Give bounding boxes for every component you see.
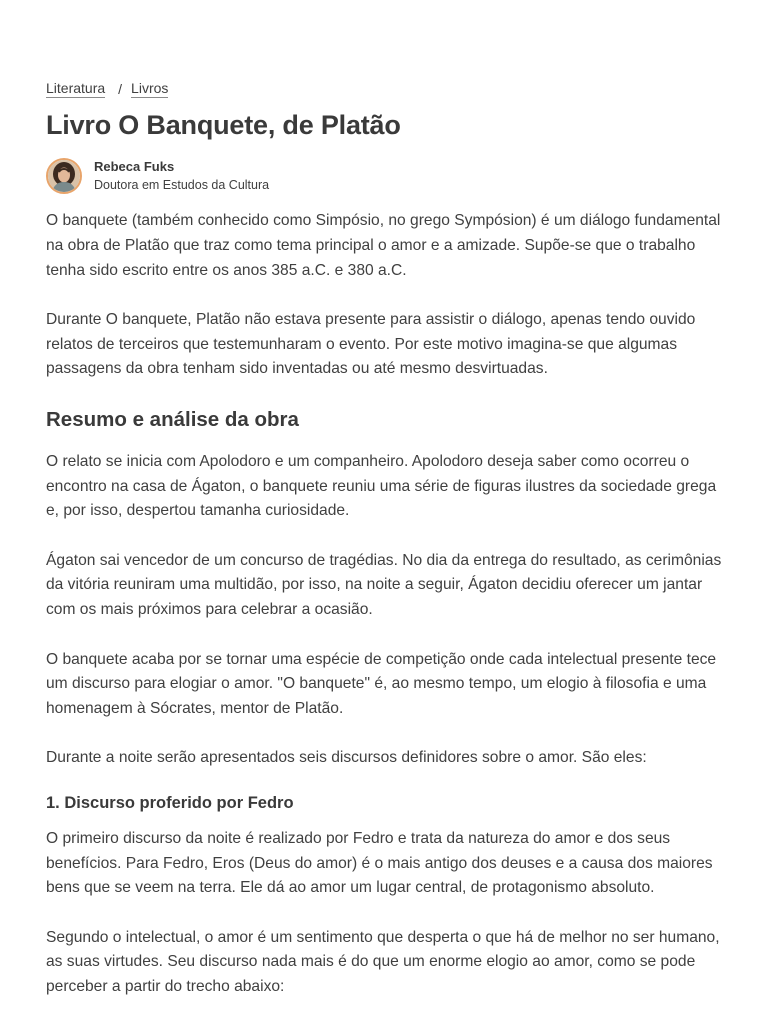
breadcrumb-separator: / <box>118 81 123 97</box>
avatar-portrait-icon <box>48 160 80 192</box>
author-name[interactable]: Rebeca Fuks <box>94 159 175 174</box>
author-block <box>46 158 269 194</box>
author-info <box>94 158 269 194</box>
section-paragraph: O relato se inicia com Apolodoro e um companheiro. Apolodoro deseja saber como ocorreu o encontro na casa de Ágaton, o banquete reuniu uma série de figuras ilustres da sociedade grega e, por isso, despertou tamanha curiosidade. <box>46 452 717 520</box>
subsection-heading: 1. Discurso proferido por Fedro <box>46 793 294 812</box>
breadcrumb-link-livros[interactable]: Livros <box>131 80 169 96</box>
intro-paragraph: O banquete (também conhecido como Simpósio, no grego Sympósion) é um diálogo fundamental na obra de Platão que traz como tema principal o amor e a amizade. Supõe-se que o trabalho tenha sido escrito entre os anos 385 a.C. e 380 a.C. <box>46 212 721 279</box>
page-title: Livro O Banquete, de Platão <box>46 110 401 140</box>
section-heading: Resumo e análise da obra <box>46 407 299 431</box>
breadcrumb <box>46 80 168 98</box>
breadcrumb-link-literatura[interactable]: Literatura <box>46 80 106 96</box>
subsection-paragraph: Segundo o intelectual, o amor é um sentimento que desperta o que há de melhor no ser humano, as suas virtudes. Seu discurso nada mais é do que um enorme elogio ao amor, como se pode perceber a partir do trecho abaixo: <box>46 928 720 996</box>
intro-paragraph: Durante O banquete, Platão não estava presente para assistir o diálogo, apenas tendo ouvido relatos de terceiros que testemunharam o evento. Por este motivo imagina-se que algumas passagens da obra tenham sido inventadas ou até mesmo desvirtuadas. <box>46 310 696 378</box>
section-paragraph: O banquete acaba por se tornar uma espécie de competição onde cada intelectual presente tece um discurso para elogiar o amor. "O banquete" é, ao mesmo tempo, um elogio à filosofia e uma homenagem à Sócrates, mentor de Platão. <box>46 650 717 718</box>
section-paragraph: Durante a noite serão apresentados seis discursos definidores sobre o amor. São eles: <box>46 749 647 767</box>
subsection-paragraph: O primeiro discurso da noite é realizado por Fedro e trata da natureza do amor e dos seus benefícios. Para Fedro, Eros (Deus do amor) é o mais antigo dos deuses e a causa dos maiores bens que se veem na terra. Ele dá ao amor um lugar central, de protagonismo absoluto. <box>46 829 713 897</box>
article-body <box>46 209 726 1024</box>
author-avatar[interactable] <box>46 158 82 194</box>
section-paragraph: Ágaton sai vencedor de um concurso de tragédias. No dia da entrega do resultado, as cerimônias da vitória reuniram uma multidão, por isso, na noite a seguir, Ágaton decidiu oferecer um jantar com os mais próximos para celebrar a ocasião. <box>46 551 722 619</box>
author-role: Doutora em Estudos da Cultura <box>94 178 270 192</box>
